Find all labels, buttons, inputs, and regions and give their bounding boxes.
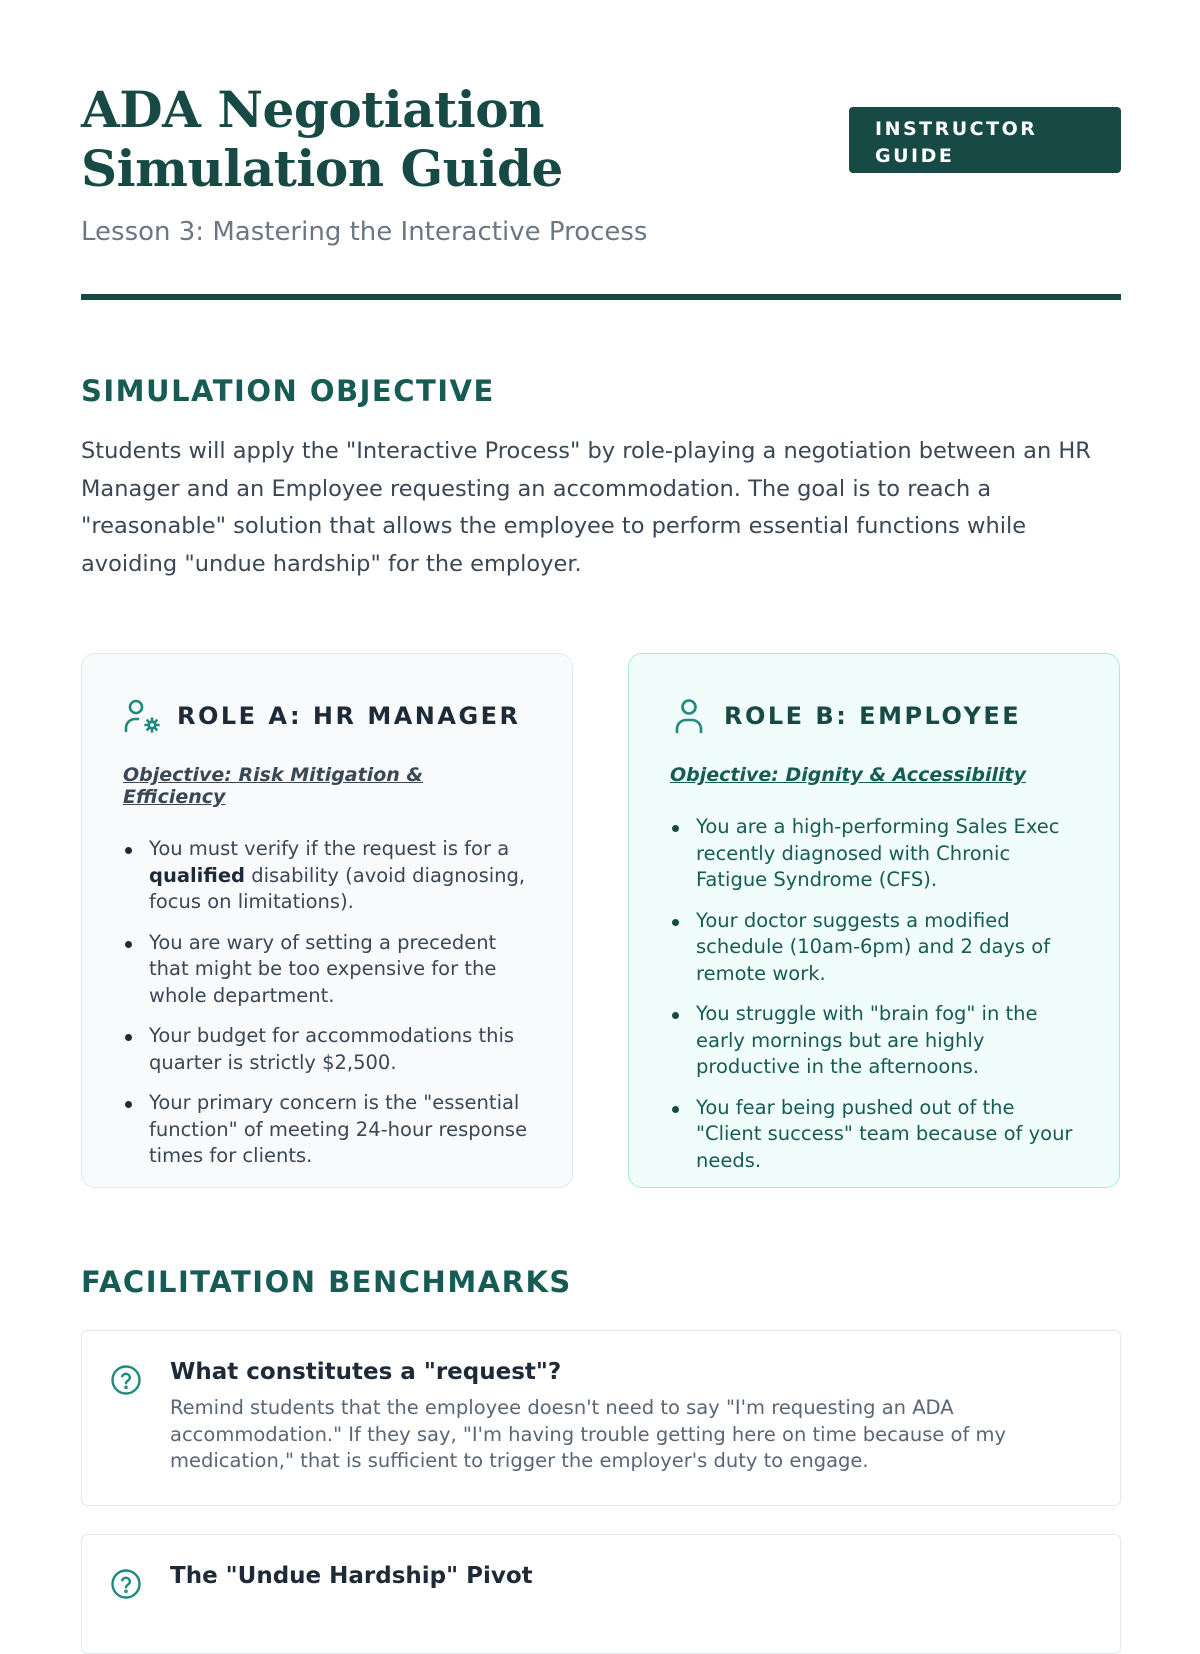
simulation-objective-heading: SIMULATION OBJECTIVE [81,374,495,408]
header-divider [81,294,1121,300]
role-b-objective: Objective: Dignity & Accessibility [670,764,1026,786]
role-b-card [628,653,1120,1188]
role-b-bullets [670,814,1079,1174]
document-header [81,0,1121,300]
benchmark-card-undue-hardship [81,1534,1121,1654]
list-item: You struggle with "brain fog" in the early mornings but are highly productive in the afternoons. [670,1001,1079,1081]
role-a-card [81,653,573,1188]
list-item: Your primary concern is the "essential function" of meeting 24-hour response times for clients. [123,1090,532,1170]
role-a-title: ROLE A: HR MANAGER [177,702,521,730]
list-item: Your budget for accommodations this quarter is strictly $2,500. [123,1023,532,1076]
document-title: ADA Negotiation Simulation Guide [81,80,563,198]
role-b-header [670,696,1079,736]
list-item: Your doctor suggests a modified schedule (10am-6pm) and 2 days of remote work. [670,908,1079,988]
benchmark-text: Remind students that the employee doesn't need to say "I'm requesting an ADA accommodation." If they say, "I'm having trouble getting here on time because of my medication," that is sufficient to trigger the employer's duty to engage. [170,1396,1007,1472]
question-circle-icon [110,1364,142,1396]
simulation-objective-text: Students will apply the "Interactive Process" by role-playing a negotiation between an HR Manager and an Employee requesting an accommodation. The goal is to reach a "reasonable" solution that allows the employee to perform essential functions while avoiding "undue hardship" for the employer. [81,438,1091,577]
lesson-subtitle: Lesson 3: Mastering the Interactive Process [81,217,648,247]
role-a-header [123,696,532,736]
list-item: You are a high-performing Sales Exec recently diagnosed with Chronic Fatigue Syndrome (CFS). [670,814,1079,894]
user-gear-icon [123,697,161,735]
instructor-guide-badge: INSTRUCTOR GUIDE [849,107,1121,173]
role-b-title: ROLE B: EMPLOYEE [724,702,1022,730]
list-item: You fear being pushed out of the "Client success" team because of your needs. [670,1095,1079,1175]
benchmark-title: The "Undue Hardship" Pivot [170,1563,533,1589]
list-item: You are wary of setting a precedent that might be too expensive for the whole department. [123,930,532,1010]
benchmark-title: What constitutes a "request"? [170,1359,562,1385]
role-a-objective: Objective: Risk Mitigation & Efficiency [123,764,423,808]
question-circle-icon [110,1568,142,1600]
role-a-bullets [123,836,532,1170]
benchmark-card-request [81,1330,1121,1506]
list-item: You must verify if the request is for a qualified disability (avoid diagnosing, focus on limitations). [123,836,532,916]
document-page [81,0,1121,1589]
facilitation-benchmarks-heading: FACILITATION BENCHMARKS [81,1265,572,1299]
user-icon [670,697,708,735]
